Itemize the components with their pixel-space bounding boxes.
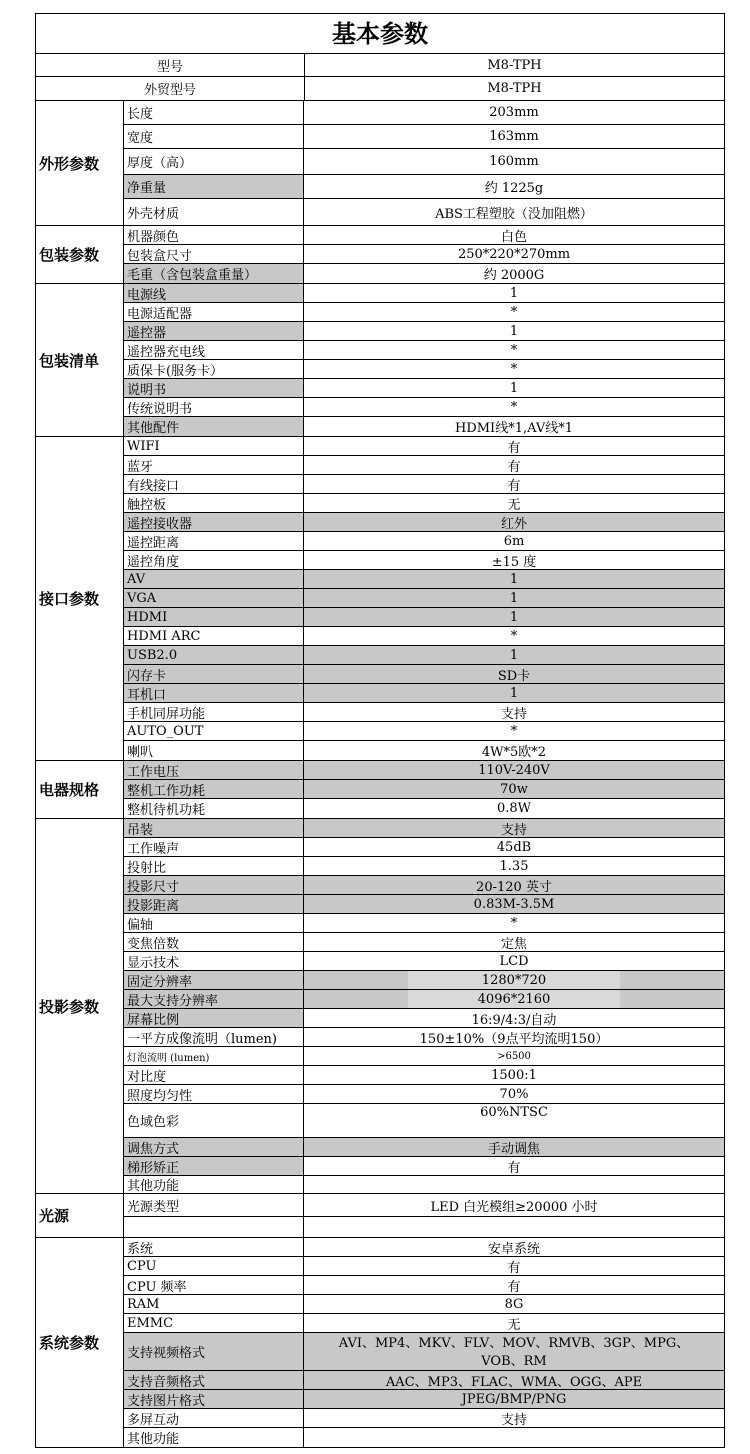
spec-value: 6m [503, 533, 525, 549]
spec-label: 说明书 [124, 379, 304, 397]
spec-value: * [510, 628, 518, 644]
spec-row [124, 264, 724, 283]
group-5 [35, 819, 725, 1194]
spec-value: 有 [507, 440, 521, 456]
spec-row [124, 761, 724, 780]
spec-row [124, 838, 724, 857]
spec-label: 整机工作功耗 [124, 780, 304, 798]
spec-label: 其他功能 [124, 1428, 304, 1447]
spec-row [124, 149, 724, 175]
spec-label: 多屏互动 [124, 1409, 304, 1427]
group-6 [35, 1194, 725, 1238]
spec-label: EMMC [124, 1314, 304, 1332]
spec-row [124, 1047, 724, 1066]
spec-label: 投影距离 [124, 895, 304, 913]
group-3 [35, 437, 725, 761]
spec-row [124, 125, 724, 149]
group-name: 包装参数 [36, 226, 124, 283]
spec-row [124, 322, 724, 341]
spec-row [124, 876, 724, 895]
spec-row [124, 1428, 724, 1447]
spec-label: 灯泡流明 (lumen) [124, 1047, 304, 1065]
spec-row [124, 1176, 724, 1193]
spec-label: 闪存卡 [124, 665, 304, 683]
spec-row [124, 417, 724, 436]
spec-row [124, 646, 724, 665]
spec-row [124, 1085, 724, 1104]
spec-row [124, 895, 724, 914]
spec-value: 支持 [304, 819, 724, 837]
spec-row [124, 341, 724, 360]
spec-value: 1 [509, 285, 519, 301]
spec-row [124, 933, 724, 952]
spec-label: AUTO_OUT [124, 722, 304, 740]
spec-value [304, 1176, 724, 1193]
spec-row [124, 1333, 724, 1371]
spec-row [124, 990, 724, 1009]
spec-row [124, 1104, 724, 1138]
spec-label: 投影尺寸 [124, 876, 304, 894]
spec-row [124, 175, 724, 199]
spec-value: * [510, 723, 518, 739]
spec-value: 150±10%（9点平均流明150） [419, 1031, 609, 1047]
spec-row [124, 914, 724, 933]
spec-row [124, 226, 724, 245]
spec-label: 支持图片格式 [124, 1390, 304, 1408]
spec-row [124, 1028, 724, 1047]
spec-value: HDMI线*1,AV线*1 [454, 421, 573, 436]
spec-value: 1 [304, 570, 724, 588]
group-name: 外形参数 [36, 101, 124, 225]
spec-row [124, 101, 724, 125]
spec-value: 支持 [500, 1412, 527, 1428]
spec-row [124, 1157, 724, 1176]
spec-row [124, 360, 724, 379]
spec-value: 1 [304, 608, 724, 626]
export-model-label: 外贸型号 [36, 77, 305, 100]
spec-value: 70w [304, 780, 724, 798]
spec-value: 110V-240V [304, 761, 724, 779]
spec-value: 有 [507, 1279, 521, 1295]
spec-value: AVI、MP4、MKV、FLV、MOV、RMVB、3GP、MPG、VOB、RM [304, 1333, 724, 1370]
spec-label: 遥控器充电线 [124, 341, 304, 359]
group-name: 投影参数 [36, 819, 124, 1193]
spec-label: 净重量 [124, 175, 304, 198]
spec-label: 宽度 [124, 125, 304, 148]
spec-label: 吊装 [124, 819, 304, 837]
spec-row [124, 303, 724, 322]
spec-label: 最大支持分辨率 [124, 990, 304, 1008]
spec-label: 对比度 [124, 1066, 304, 1084]
spec-value: >6500 [497, 1050, 531, 1062]
spec-label: 一平方成像流明（lumen) [124, 1028, 304, 1046]
spec-label: 喇叭 [124, 741, 304, 760]
spec-label: 耳机口 [124, 684, 304, 702]
spec-row [124, 1009, 724, 1028]
spec-value: * [510, 399, 518, 415]
spec-row [124, 551, 724, 570]
spec-row [124, 1371, 724, 1390]
spec-label: 支持音频格式 [124, 1371, 304, 1389]
spec-value: 有 [507, 459, 521, 475]
spec-value: 1 [509, 380, 519, 396]
group-name: 系统参数 [36, 1238, 124, 1447]
spec-row [124, 1194, 724, 1217]
spec-label: 固定分辨率 [124, 971, 304, 989]
spec-value [304, 971, 724, 989]
spec-value: 16:9/4:3/自动 [471, 1012, 557, 1028]
spec-row [124, 971, 724, 990]
spec-row [124, 741, 724, 760]
spec-row [124, 703, 724, 722]
spec-label: 电源线 [124, 284, 304, 302]
model-value: M8-TPH [487, 57, 542, 73]
spec-value: ABS工程塑胶（没加阻燃） [435, 206, 593, 222]
spec-label: 变焦倍数 [124, 933, 304, 951]
spec-row [124, 379, 724, 398]
spec-row [124, 1066, 724, 1085]
spec-row [124, 1295, 724, 1314]
spec-label: 电源适配器 [124, 303, 304, 321]
spec-value: 20-120 英寸 [304, 876, 724, 894]
spec-value: * [510, 361, 518, 377]
spec-label: 工作电压 [124, 761, 304, 779]
spec-value: 250*220*270mm [457, 246, 571, 262]
spec-value: 约 2000G [483, 268, 545, 283]
spec-row [124, 1257, 724, 1276]
spec-row [124, 1238, 724, 1257]
spec-row [124, 1409, 724, 1428]
spec-row [124, 589, 724, 608]
spec-label: CPU [124, 1257, 304, 1275]
group-name: 包装清单 [36, 284, 124, 436]
group-name: 接口参数 [36, 437, 124, 760]
spec-row [124, 532, 724, 551]
spec-value: 160mm [489, 154, 539, 169]
export-model-value: M8-TPH [487, 81, 542, 96]
spec-value-text: 4096*2160 [408, 990, 620, 1008]
group-name: 电器规格 [36, 761, 124, 818]
spec-value: 支持 [500, 706, 527, 722]
spec-row [124, 684, 724, 703]
spec-value: * [510, 304, 518, 320]
spec-row [124, 570, 724, 589]
spec-label: 遥控接收器 [124, 513, 304, 531]
spec-row [124, 952, 724, 971]
spec-value [304, 1217, 724, 1237]
spec-label: 梯形矫正 [124, 1157, 304, 1175]
spec-value: 无 [507, 1317, 521, 1333]
group-4 [35, 761, 725, 819]
spec-value: * [510, 342, 518, 358]
spec-value: 白色 [500, 229, 527, 245]
spec-value-text: 1280*720 [408, 971, 620, 989]
spec-row [124, 513, 724, 532]
spec-label: HDMI ARC [124, 627, 304, 645]
spec-label: VGA [124, 589, 304, 607]
spec-row [124, 475, 724, 494]
spec-label: WIFI [124, 437, 304, 455]
spec-label: HDMI [124, 608, 304, 626]
spec-value: 163mm [489, 129, 539, 144]
spec-value: LED 白光模组≥20000 小时 [430, 1199, 598, 1215]
spec-row [124, 199, 724, 225]
spec-label: 触控板 [124, 494, 304, 512]
group-1 [35, 226, 725, 284]
spec-row [124, 284, 724, 303]
spec-label: 系统 [124, 1238, 304, 1256]
group-7 [35, 1238, 725, 1448]
spec-value: 203mm [489, 105, 539, 120]
spec-label: CPU 频率 [124, 1276, 304, 1294]
spec-value: 4W*5欧*2 [481, 745, 547, 760]
spec-row [124, 245, 724, 264]
spec-label: 照度均匀性 [124, 1085, 304, 1103]
spec-row [124, 665, 724, 684]
spec-value: 有 [507, 1260, 521, 1276]
spec-label: 蓝牙 [124, 456, 304, 474]
spec-label: USB2.0 [124, 646, 304, 664]
group-name: 光源 [36, 1194, 124, 1237]
spec-value: 0.8W [496, 801, 532, 816]
spec-value: * [510, 915, 518, 931]
spec-row [124, 857, 724, 876]
spec-value: 约 1225g [484, 181, 544, 196]
spec-value: JPEG/BMP/PNG [304, 1390, 724, 1408]
spec-row [124, 1276, 724, 1295]
spec-value: 1500:1 [491, 1067, 537, 1083]
spec-row [124, 1217, 724, 1237]
spec-row [124, 398, 724, 417]
spec-value: 有 [507, 1160, 521, 1176]
spec-value: SD卡 [304, 665, 724, 683]
spec-label: 色域色彩 [124, 1104, 304, 1137]
spec-value: 60%NTSC [480, 1105, 548, 1120]
spec-label: 投射比 [124, 857, 304, 875]
spec-label: 其他配件 [124, 417, 304, 436]
spec-value: 1 [509, 323, 519, 339]
spec-label: 偏轴 [124, 914, 304, 932]
spec-value: 1 [304, 589, 724, 607]
model-label: 型号 [36, 54, 305, 76]
spec-label: 毛重（含包装盒重量） [124, 264, 304, 283]
spec-sheet [35, 13, 725, 1448]
spec-label: 质保卡(服务卡） [124, 360, 304, 378]
model-row [35, 54, 725, 77]
spec-label: 其他功能 [124, 1176, 304, 1193]
spec-label: 机器颜色 [124, 226, 304, 244]
spec-value: 8G [504, 1296, 524, 1312]
spec-value [304, 990, 724, 1008]
spec-label: 有线接口 [124, 475, 304, 493]
spec-value: 1 [304, 646, 724, 664]
spec-value: 定焦 [500, 936, 527, 952]
group-2 [35, 284, 725, 437]
spec-value: 无 [507, 497, 521, 513]
spec-label: 手机同屏功能 [124, 703, 304, 721]
spec-row [124, 722, 724, 741]
spec-label: 外壳材质 [124, 199, 304, 225]
spec-label: RAM [124, 1295, 304, 1313]
spec-row [124, 819, 724, 838]
spec-groups [35, 101, 725, 1448]
export-model-row [35, 77, 725, 101]
spec-label: 遥控距离 [124, 532, 304, 550]
spec-value: 0.83M-3.5M [304, 895, 724, 913]
spec-label: 调焦方式 [124, 1138, 304, 1156]
spec-value: 70% [499, 1086, 529, 1102]
spec-label: AV [124, 570, 304, 588]
spec-value: 45dB [496, 839, 532, 855]
spec-value: 1.35 [499, 858, 529, 874]
spec-label: 传统说明书 [124, 398, 304, 416]
spec-row [124, 780, 724, 799]
spec-value: 安卓系统 [487, 1241, 540, 1257]
spec-label: 屏幕比例 [124, 1009, 304, 1027]
group-0 [35, 101, 725, 226]
spec-row [124, 494, 724, 513]
spec-label: 遥控角度 [124, 551, 304, 569]
spec-label: 遥控器 [124, 322, 304, 340]
spec-label: 工作噪声 [124, 838, 304, 856]
spec-row [124, 437, 724, 456]
spec-value: LCD [499, 953, 529, 969]
spec-row [124, 456, 724, 475]
spec-row [124, 608, 724, 627]
spec-label: 支持视频格式 [124, 1333, 304, 1370]
spec-value: 有 [507, 478, 521, 494]
spec-label: 包装盒尺寸 [124, 245, 304, 263]
spec-row [124, 799, 724, 818]
sheet-title: 基本参数 [35, 13, 725, 54]
spec-label: 光源类型 [124, 1194, 304, 1216]
spec-value: 1 [304, 684, 724, 702]
spec-row [124, 1314, 724, 1333]
spec-value: AAC、MP3、FLAC、WMA、OGG、APE [304, 1371, 724, 1389]
spec-value: 手动调焦 [304, 1138, 724, 1156]
spec-value [304, 1428, 724, 1447]
spec-row [124, 1390, 724, 1409]
spec-label [124, 1217, 304, 1237]
spec-row [124, 1138, 724, 1157]
spec-label: 长度 [124, 101, 304, 124]
spec-label: 显示技术 [124, 952, 304, 970]
spec-value: 红外 [304, 513, 724, 531]
spec-label: 厚度（高） [124, 149, 304, 174]
spec-row [124, 627, 724, 646]
spec-label: 整机待机功耗 [124, 799, 304, 818]
spec-value: ±15 度 [491, 554, 537, 570]
